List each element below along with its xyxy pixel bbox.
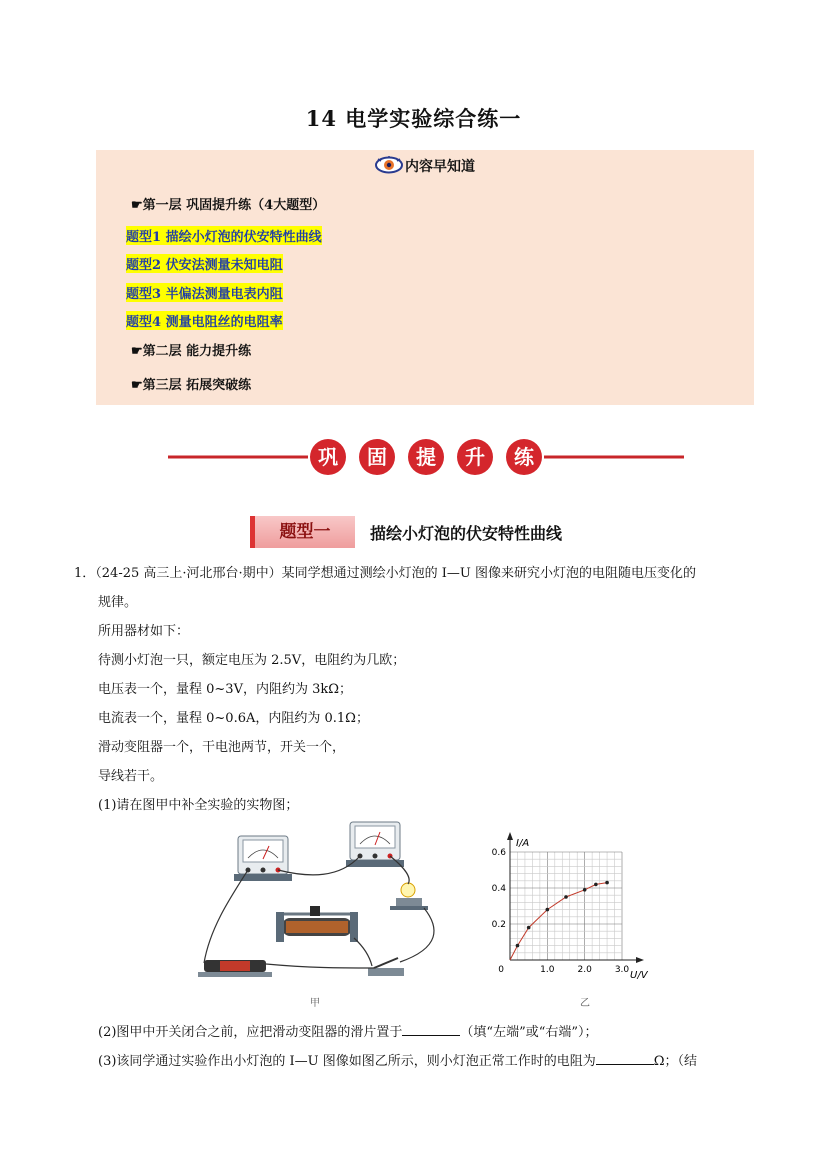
rheostat-icon [276,906,358,942]
sub-question-1: (1)请在图甲中补全实验的实物图； [98,798,299,813]
apparatus-diagram [198,822,434,1009]
question-line-8: 导线若干。 [98,769,164,784]
iu-chart [492,832,649,1009]
toc-type-4[interactable]: 题型4 测量电阻丝的电阻率 [126,311,283,330]
data-point [594,883,598,887]
answer-blank-3[interactable] [596,1051,654,1065]
sub-question-3 [98,1051,697,1071]
sub-question-2 [98,1022,598,1042]
y-arrow-icon [507,832,513,840]
x-axis-label: U/V [630,970,648,981]
bulb-icon [390,883,428,910]
data-point [546,908,550,912]
figure [190,818,670,1018]
question-line-2: 规律。 [98,595,138,610]
y-tick-label: 0.2 [491,920,506,930]
section-type-label: 题型一 [250,516,355,548]
question-line-7: 滑动变阻器一个，干电池两节，开关一个， [98,740,346,755]
data-point [583,888,587,892]
toc-type-2[interactable]: 题型2 伏安法测量未知电阻 [126,254,283,273]
data-point [527,926,531,930]
toc-type-1[interactable]: 题型1 描绘小灯泡的伏安特性曲线 [126,226,322,245]
caption-right: 乙 [580,998,590,1009]
page-title: 14 电学实验综合练一 [305,106,522,131]
section-type-title: 描绘小灯泡的伏安特性曲线 [370,524,563,543]
data-point [564,895,568,899]
x-tick-label: 3.0 [614,965,630,975]
caption-left: 甲 [310,998,320,1009]
question-line-1: 1．（24-25 高三上·河北邢台·期中）某同学想通过测绘小灯泡的 I—U 图像来研究小灯泡的电阻随电压变化的 [74,566,697,581]
sub-question-2-text: (2)图甲中开关闭合之前，应把滑动变阻器的滑片置于 [98,1025,403,1040]
section-banner [168,432,684,482]
y-tick-label: 0.6 [491,848,506,858]
ammeter-icon [234,836,292,881]
origin-label: 0 [498,965,504,975]
data-point [516,944,520,948]
question-line-5: 电压表一个，量程 0~3V，内阻约为 3kΩ； [98,682,353,697]
x-tick-label: 2.0 [577,965,592,975]
iu-curve [510,883,607,960]
eye-icon [375,156,403,178]
toc-layer-2: ☛第二层 能力提升练 [131,344,252,359]
sub-question-3-text: (3)该同学通过实验作出小灯泡的 I—U 图像如图乙所示，则小灯泡正常工作时的电阻为 [98,1054,596,1069]
toc-layer-1: ☛第一层 巩固提升练（4大题型） [131,198,326,213]
banner-char-1: 巩 [318,445,338,469]
y-tick-label: 0.4 [491,884,506,894]
question-line-4: 待测小灯泡一只，额定电压为 2.5V，电阻约为几欧； [98,653,406,668]
banner-char-2: 固 [367,445,387,469]
y-axis-label: I/A [516,838,530,849]
switch-icon [368,958,404,976]
sub-question-3-tail: Ω；（结 [653,1054,698,1069]
toc-header-text: 内容早知道 [405,159,475,175]
question-line-6: 电流表一个，量程 0~0.6A，内阻约为 0.1Ω； [98,711,369,726]
banner-char-3: 提 [416,445,436,469]
sub-question-2-hint: （填“左端”或“右端”）； [460,1025,598,1040]
toc-header [96,156,754,178]
x-arrow-icon [636,957,644,963]
answer-blank-2[interactable] [402,1022,460,1036]
x-tick-label: 1.0 [540,965,555,975]
question-line-3: 所用器材如下： [98,624,190,639]
battery-icon [198,960,272,977]
toc-type-3[interactable]: 题型3 半偏法测量电表内阻 [126,283,283,302]
toc-layer-3: ☛第三层 拓展突破练 [131,378,252,393]
banner-char-4: 升 [465,445,485,469]
banner-char-5: 练 [514,445,534,469]
data-point [605,881,609,885]
toc-box [96,150,754,405]
